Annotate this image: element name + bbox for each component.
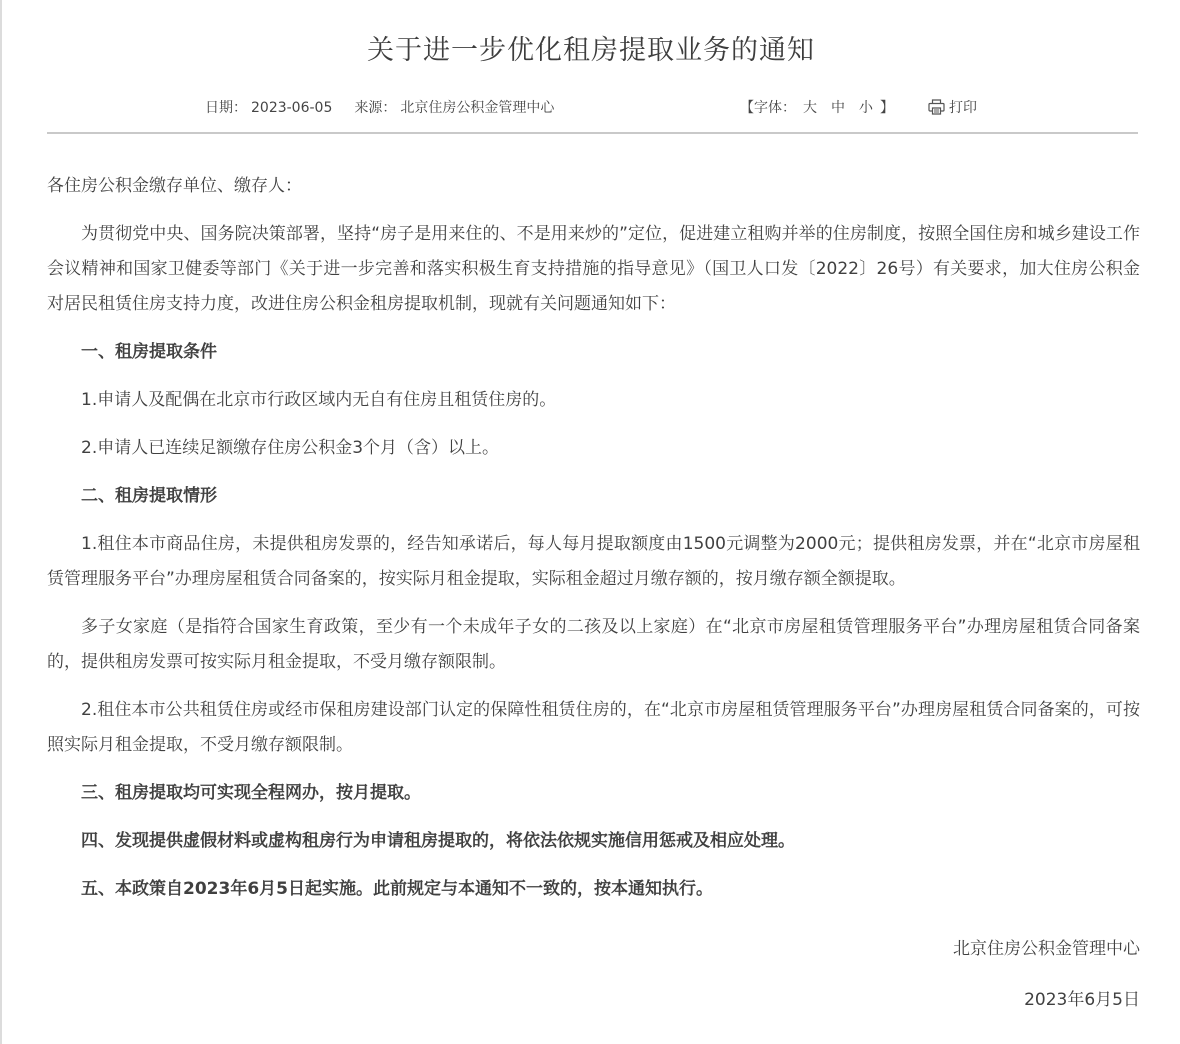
font-size-small-button[interactable]: 小 bbox=[859, 100, 873, 116]
document-body bbox=[2, 134, 1180, 907]
source-label: 来源： bbox=[354, 100, 397, 116]
source-value: 北京住房公积金管理中心 bbox=[400, 100, 555, 116]
document-footer bbox=[2, 920, 1180, 1044]
intro-paragraph: 为贯彻党中央、国务院决策部署，坚持“房子是用来住的、不是用来炒的”定位，促进建立租购并举的住房制度，按照全国住房和城乡建设工作会议精神和国家卫健委等部门《关于进一步完善和落实积极生育支持措施的指导意见》（国卫人口发〔2022〕26号）有关要求，加大住房公积金对居民租赁住房支持力度，改进住房公积金租房提取机制，现就有关问题通知如下： bbox=[47, 224, 1140, 314]
section-4-paragraph: 四、发现提供虚假材料或虚构租房行为申请租房提取的，将依法依规实施信用惩戒及相应处理。 bbox=[81, 831, 795, 851]
section-2-item-2: 2.租住本市公共租赁住房或经市保租房建设部门认定的保障性租赁住房的，在“北京市房屋租赁管理服务平台”办理房屋租赁合同备案的，可按照实际月租金提取，不受月缴存额限制。 bbox=[47, 700, 1140, 755]
section-2-item-1: 1.租住本市商品住房，未提供租房发票的，经告知承诺后，每人每月提取额度由1500元调整为2000元；提供租房发票，并在“北京市房屋租赁管理服务平台”办理房屋租赁合同备案的，按实际月租金提取，实际租金超过月缴存额的，按月缴存额全额提取。 bbox=[47, 534, 1140, 589]
document-header bbox=[2, 0, 1180, 134]
font-size-prefix: 【字体： bbox=[740, 100, 796, 116]
meta-tools bbox=[740, 97, 977, 117]
date-label: 日期： bbox=[205, 100, 247, 116]
meta-info bbox=[205, 97, 558, 117]
section-5-paragraph: 五、本政策自2023年6月5日起实施。此前规定与本通知不一致的，按本通知执行。 bbox=[81, 879, 713, 899]
salutation: 各住房公积金缴存单位、缴存人： bbox=[47, 176, 302, 196]
section-1-item-1: 1.申请人及配偶在北京市行政区域内无自有住房且租赁住房的。 bbox=[81, 390, 557, 410]
print-label: 打印 bbox=[949, 100, 977, 116]
section-1-item-2: 2.申请人已连续足额缴存住房公积金3个月（含）以上。 bbox=[81, 438, 500, 458]
meta-row bbox=[205, 97, 977, 117]
printer-icon bbox=[928, 99, 949, 115]
signature-date: 2023年6月5日 bbox=[1024, 990, 1140, 1010]
font-size-large-button[interactable]: 大 bbox=[803, 100, 817, 116]
date-value: 2023-06-05 bbox=[251, 100, 333, 116]
section-3-paragraph: 三、租房提取均可实现全程网办，按月提取。 bbox=[81, 783, 421, 803]
signature-org: 北京住房公积金管理中心 bbox=[953, 939, 1140, 959]
font-size-medium-button[interactable]: 中 bbox=[831, 100, 845, 116]
section-1-heading: 一、租房提取条件 bbox=[81, 342, 217, 362]
section-2-heading: 二、租房提取情形 bbox=[81, 486, 217, 506]
section-2-item-1-note: 多子女家庭（是指符合国家生育政策，至少有一个未成年子女的二孩及以上家庭）在“北京市房屋租赁管理服务平台”办理房屋租赁合同备案的，提供租房发票可按实际月租金提取，不受月缴存额限制。 bbox=[47, 617, 1140, 672]
page-title: 关于进一步优化租房提取业务的通知 bbox=[367, 35, 815, 66]
font-size-suffix: 】 bbox=[880, 100, 894, 116]
print-button[interactable] bbox=[928, 97, 977, 117]
